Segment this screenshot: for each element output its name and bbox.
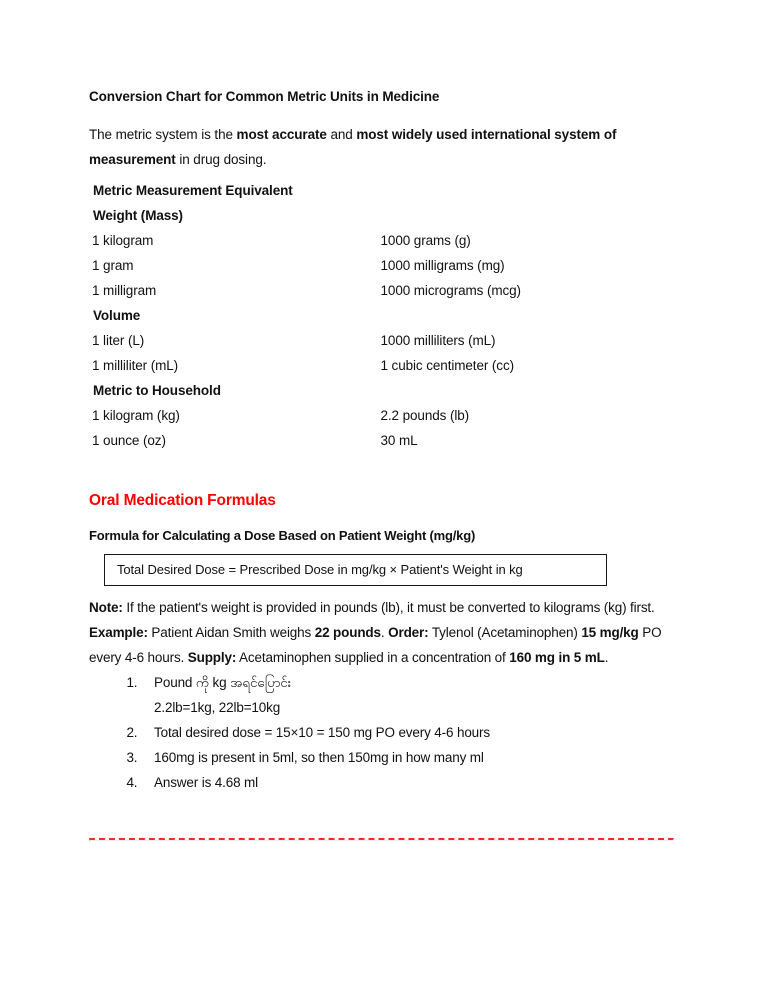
- conversion-unit-cell: 1 gram: [92, 257, 134, 273]
- conversion-table: [89, 203, 672, 453]
- example-text-4: PO every 4-6 hours.: [89, 624, 662, 665]
- table-row: [89, 353, 672, 378]
- conversion-unit-cell: 1 kilogram: [92, 232, 154, 248]
- solution-steps-list: [89, 670, 672, 795]
- example-paragraph: [89, 620, 672, 670]
- conversion-unit-cell: 1 kilogram (kg): [92, 407, 180, 423]
- formula-label: Formula for Calculating a Dose Based on Patient Weight (mg/kg): [89, 527, 476, 543]
- conversion-equivalent-cell: 1000 grams (g): [380, 232, 471, 248]
- conversion-unit-cell: 1 liter (L): [92, 332, 145, 348]
- conversion-group-row: [89, 203, 672, 228]
- list-item: [141, 745, 672, 770]
- table-heading: Metric Measurement Equivalent: [93, 182, 293, 198]
- step-text: 160mg is present in 5ml, so then 150mg in how many ml: [154, 749, 484, 765]
- step-text: Pound: [154, 674, 196, 690]
- example-text-3: Tylenol (Acetaminophen): [428, 624, 582, 640]
- step-text-burmese: ကို kg အရင်ပြောင်း: [195, 674, 292, 690]
- spacer: [89, 511, 672, 528]
- list-item: [141, 770, 672, 795]
- example-text-1: Patient Aidan Smith weighs: [147, 624, 315, 640]
- intro-text-3: in drug dosing.: [175, 151, 267, 167]
- table-row: [89, 428, 672, 453]
- note-label: Note:: [89, 599, 123, 615]
- list-item: [141, 720, 672, 745]
- example-label: Example:: [89, 624, 148, 640]
- table-row: [89, 253, 672, 278]
- example-bold-dose: 15 mg/kg: [581, 624, 639, 640]
- example-text-5: Acetaminophen supplied in a concentration of: [236, 649, 510, 665]
- intro-bold-2: most widely used international system of measurement: [89, 126, 617, 167]
- conversion-equivalent-cell: 30 mL: [380, 432, 418, 448]
- conversion-group-label: Volume: [93, 307, 141, 323]
- conversion-group-row: [89, 303, 672, 328]
- step-text: Total desired dose = 15×10 = 150 mg PO every 4-6 hours: [154, 724, 490, 740]
- intro-paragraph: [89, 122, 672, 172]
- note-paragraph: [89, 595, 672, 620]
- spacer: [89, 586, 672, 595]
- intro-text-2: and: [326, 126, 357, 142]
- table-row: [89, 228, 672, 253]
- conversion-group-label: Weight (Mass): [93, 207, 183, 223]
- conversion-table-body: [89, 203, 672, 453]
- step-subline: 2.2lb=1kg, 22lb=10kg: [154, 699, 281, 715]
- note-text: If the patient's weight is provided in pounds (lb), it must be converted to kilograms (kg) first.: [122, 599, 655, 615]
- conversion-equivalent-cell: 1000 milligrams (mg): [380, 257, 505, 273]
- conversion-unit-cell: 1 milliliter (mL): [92, 357, 179, 373]
- conversion-equivalent-cell: 2.2 pounds (lb): [380, 407, 470, 423]
- spacer: [89, 545, 672, 554]
- step-text: Answer is 4.68 ml: [154, 774, 258, 790]
- conversion-equivalent-cell: 1000 milliliters (mL): [380, 332, 496, 348]
- table-row: [89, 328, 672, 353]
- example-text-6: .: [604, 649, 609, 665]
- spacer: [89, 795, 672, 838]
- example-bold-weight: 22 pounds: [314, 624, 381, 640]
- table-row: [89, 278, 672, 303]
- order-label: Order:: [388, 624, 429, 640]
- formula-box: Total Desired Dose = Prescribed Dose in mg/kg × Patient's Weight in kg: [104, 554, 607, 586]
- table-row: [89, 403, 672, 428]
- document-content: [89, 88, 672, 841]
- page-title: Conversion Chart for Common Metric Units in Medicine: [89, 89, 440, 104]
- supply-label: Supply:: [187, 649, 237, 665]
- conversion-group-label: Metric to Household: [93, 382, 221, 398]
- conversion-group-row: [89, 378, 672, 403]
- intro-text-1: The metric system is the: [89, 126, 237, 142]
- list-item: [141, 670, 672, 720]
- example-text-2: .: [380, 624, 389, 640]
- conversion-unit-cell: 1 milligram: [92, 282, 157, 298]
- conversion-equivalent-cell: 1 cubic centimeter (cc): [380, 357, 514, 373]
- spacer: [89, 453, 672, 491]
- section-heading-oral-medication-formulas: Oral Medication Formulas: [89, 491, 276, 509]
- conversion-unit-cell: 1 ounce (oz): [92, 432, 166, 448]
- section-divider: [89, 838, 674, 841]
- conversion-equivalent-cell: 1000 micrograms (mcg): [380, 282, 521, 298]
- example-bold-supply: 160 mg in 5 mL: [509, 649, 605, 665]
- intro-bold-1: most accurate: [236, 126, 327, 142]
